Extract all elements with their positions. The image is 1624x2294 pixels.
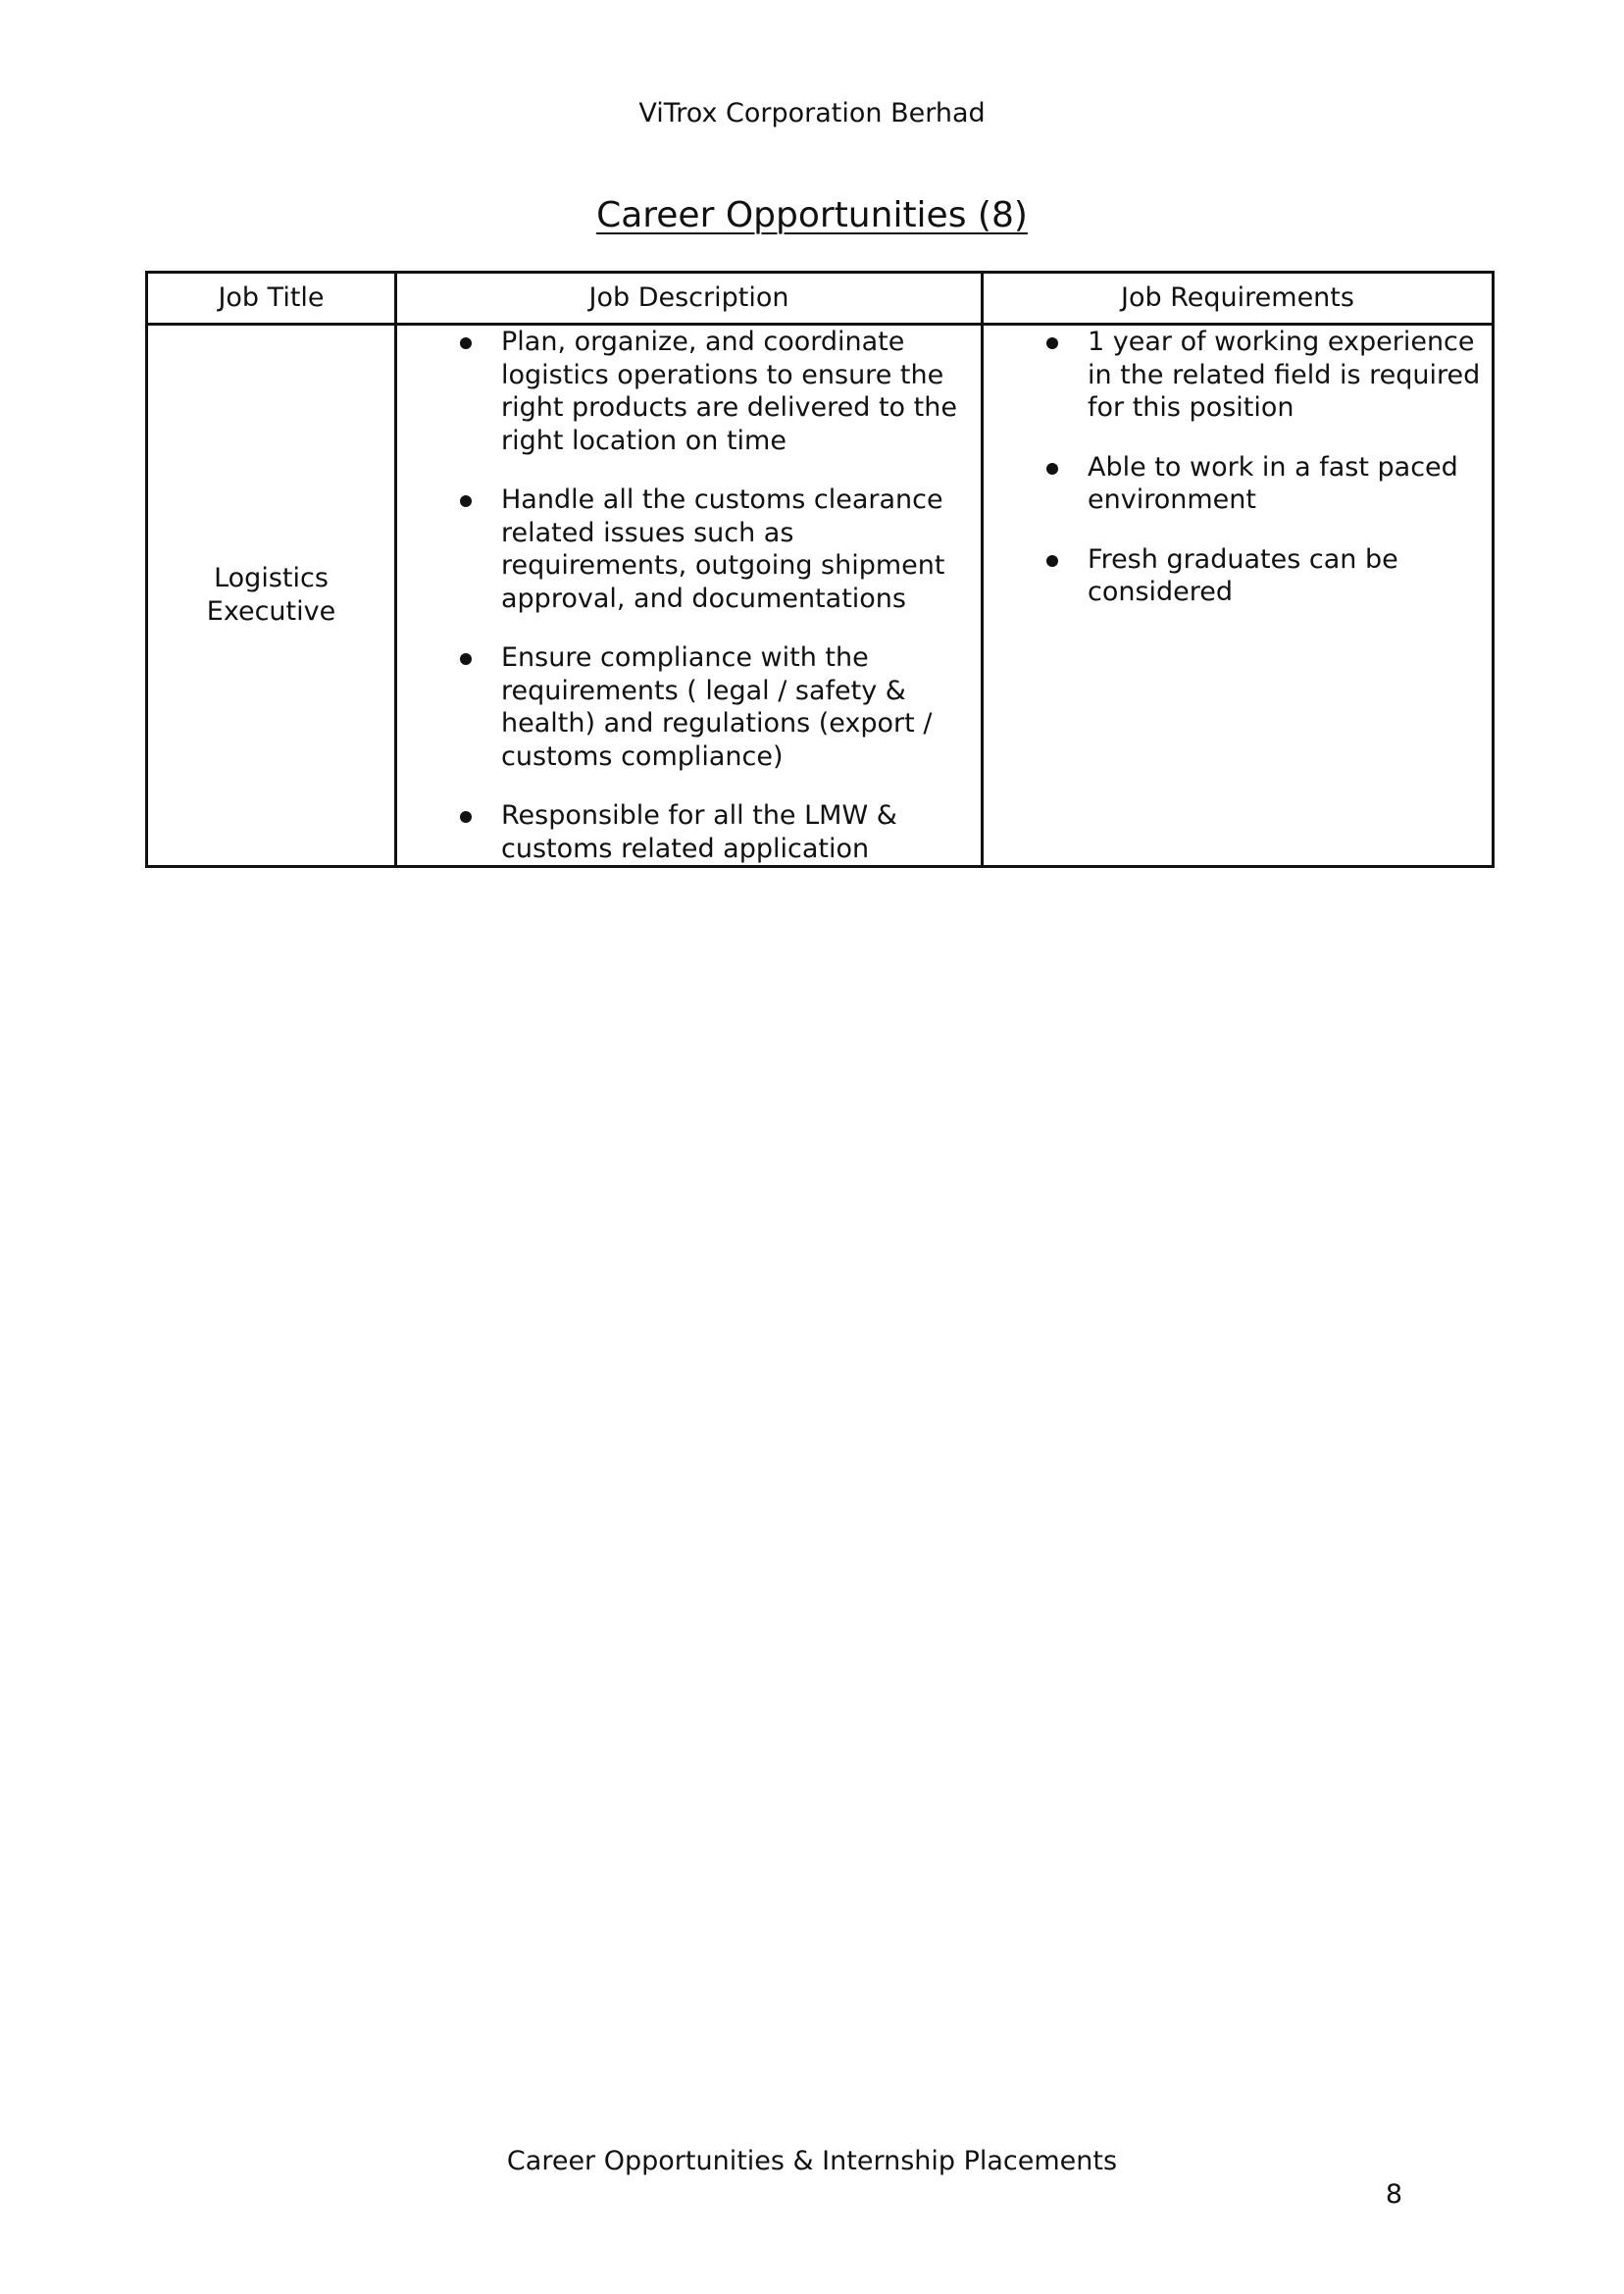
requirement-item-text: 1 year of working experience in the related field is required for this position [1088,327,1481,423]
page-title: Career Opportunities (8) [596,195,1028,235]
page-number: 8 [1385,2179,1402,2210]
table-row [147,325,1494,867]
description-item-text: Handle all the customs clearance related issues such as requirements, outgoing shipment approval, and documentations [501,484,945,614]
column-header-job-title: Job Title [147,273,396,325]
bullet-icon [460,337,472,349]
table-body [147,325,1494,867]
bullet-icon [1046,463,1058,475]
page-footer: Career Opportunities & Internship Placements [506,2146,1118,2176]
column-header-job-description: Job Description [396,273,983,325]
company-header: ViTrox Corporation Berhad [638,98,986,128]
requirement-item [984,543,1492,609]
description-item [397,799,981,865]
bullet-icon [460,811,472,823]
requirement-item-text: Fresh graduates can be considered [1088,543,1398,607]
description-item [397,326,981,457]
description-item-text: Responsible for all the LMW & customs related application [501,800,897,864]
requirement-item [984,451,1492,517]
job-requirements-cell [983,325,1494,867]
bullet-icon [460,495,472,507]
table-header-row [147,273,1494,325]
bullet-icon [1046,337,1058,349]
career-opportunities-table [145,271,1495,868]
bullet-icon [1046,555,1058,567]
description-item-text: Ensure compliance with the requirements ( legal / safety & health) and regulations (export / customs compliance) [501,642,933,772]
job-requirements-list [984,326,1492,609]
requirement-item [984,326,1492,425]
requirement-item-text: Able to work in a fast paced environment [1088,451,1458,515]
job-description-list [397,326,981,865]
description-item [397,641,981,773]
job-description-cell [396,325,983,867]
table-header [147,273,1494,325]
bullet-icon [460,653,472,665]
description-item [397,484,981,615]
job-title-cell: Logistics Executive [147,325,396,867]
column-header-job-requirements: Job Requirements [983,273,1494,325]
description-item-text: Plan, organize, and coordinate logistics operations to ensure the right products are delivered to the right location on time [501,327,957,456]
